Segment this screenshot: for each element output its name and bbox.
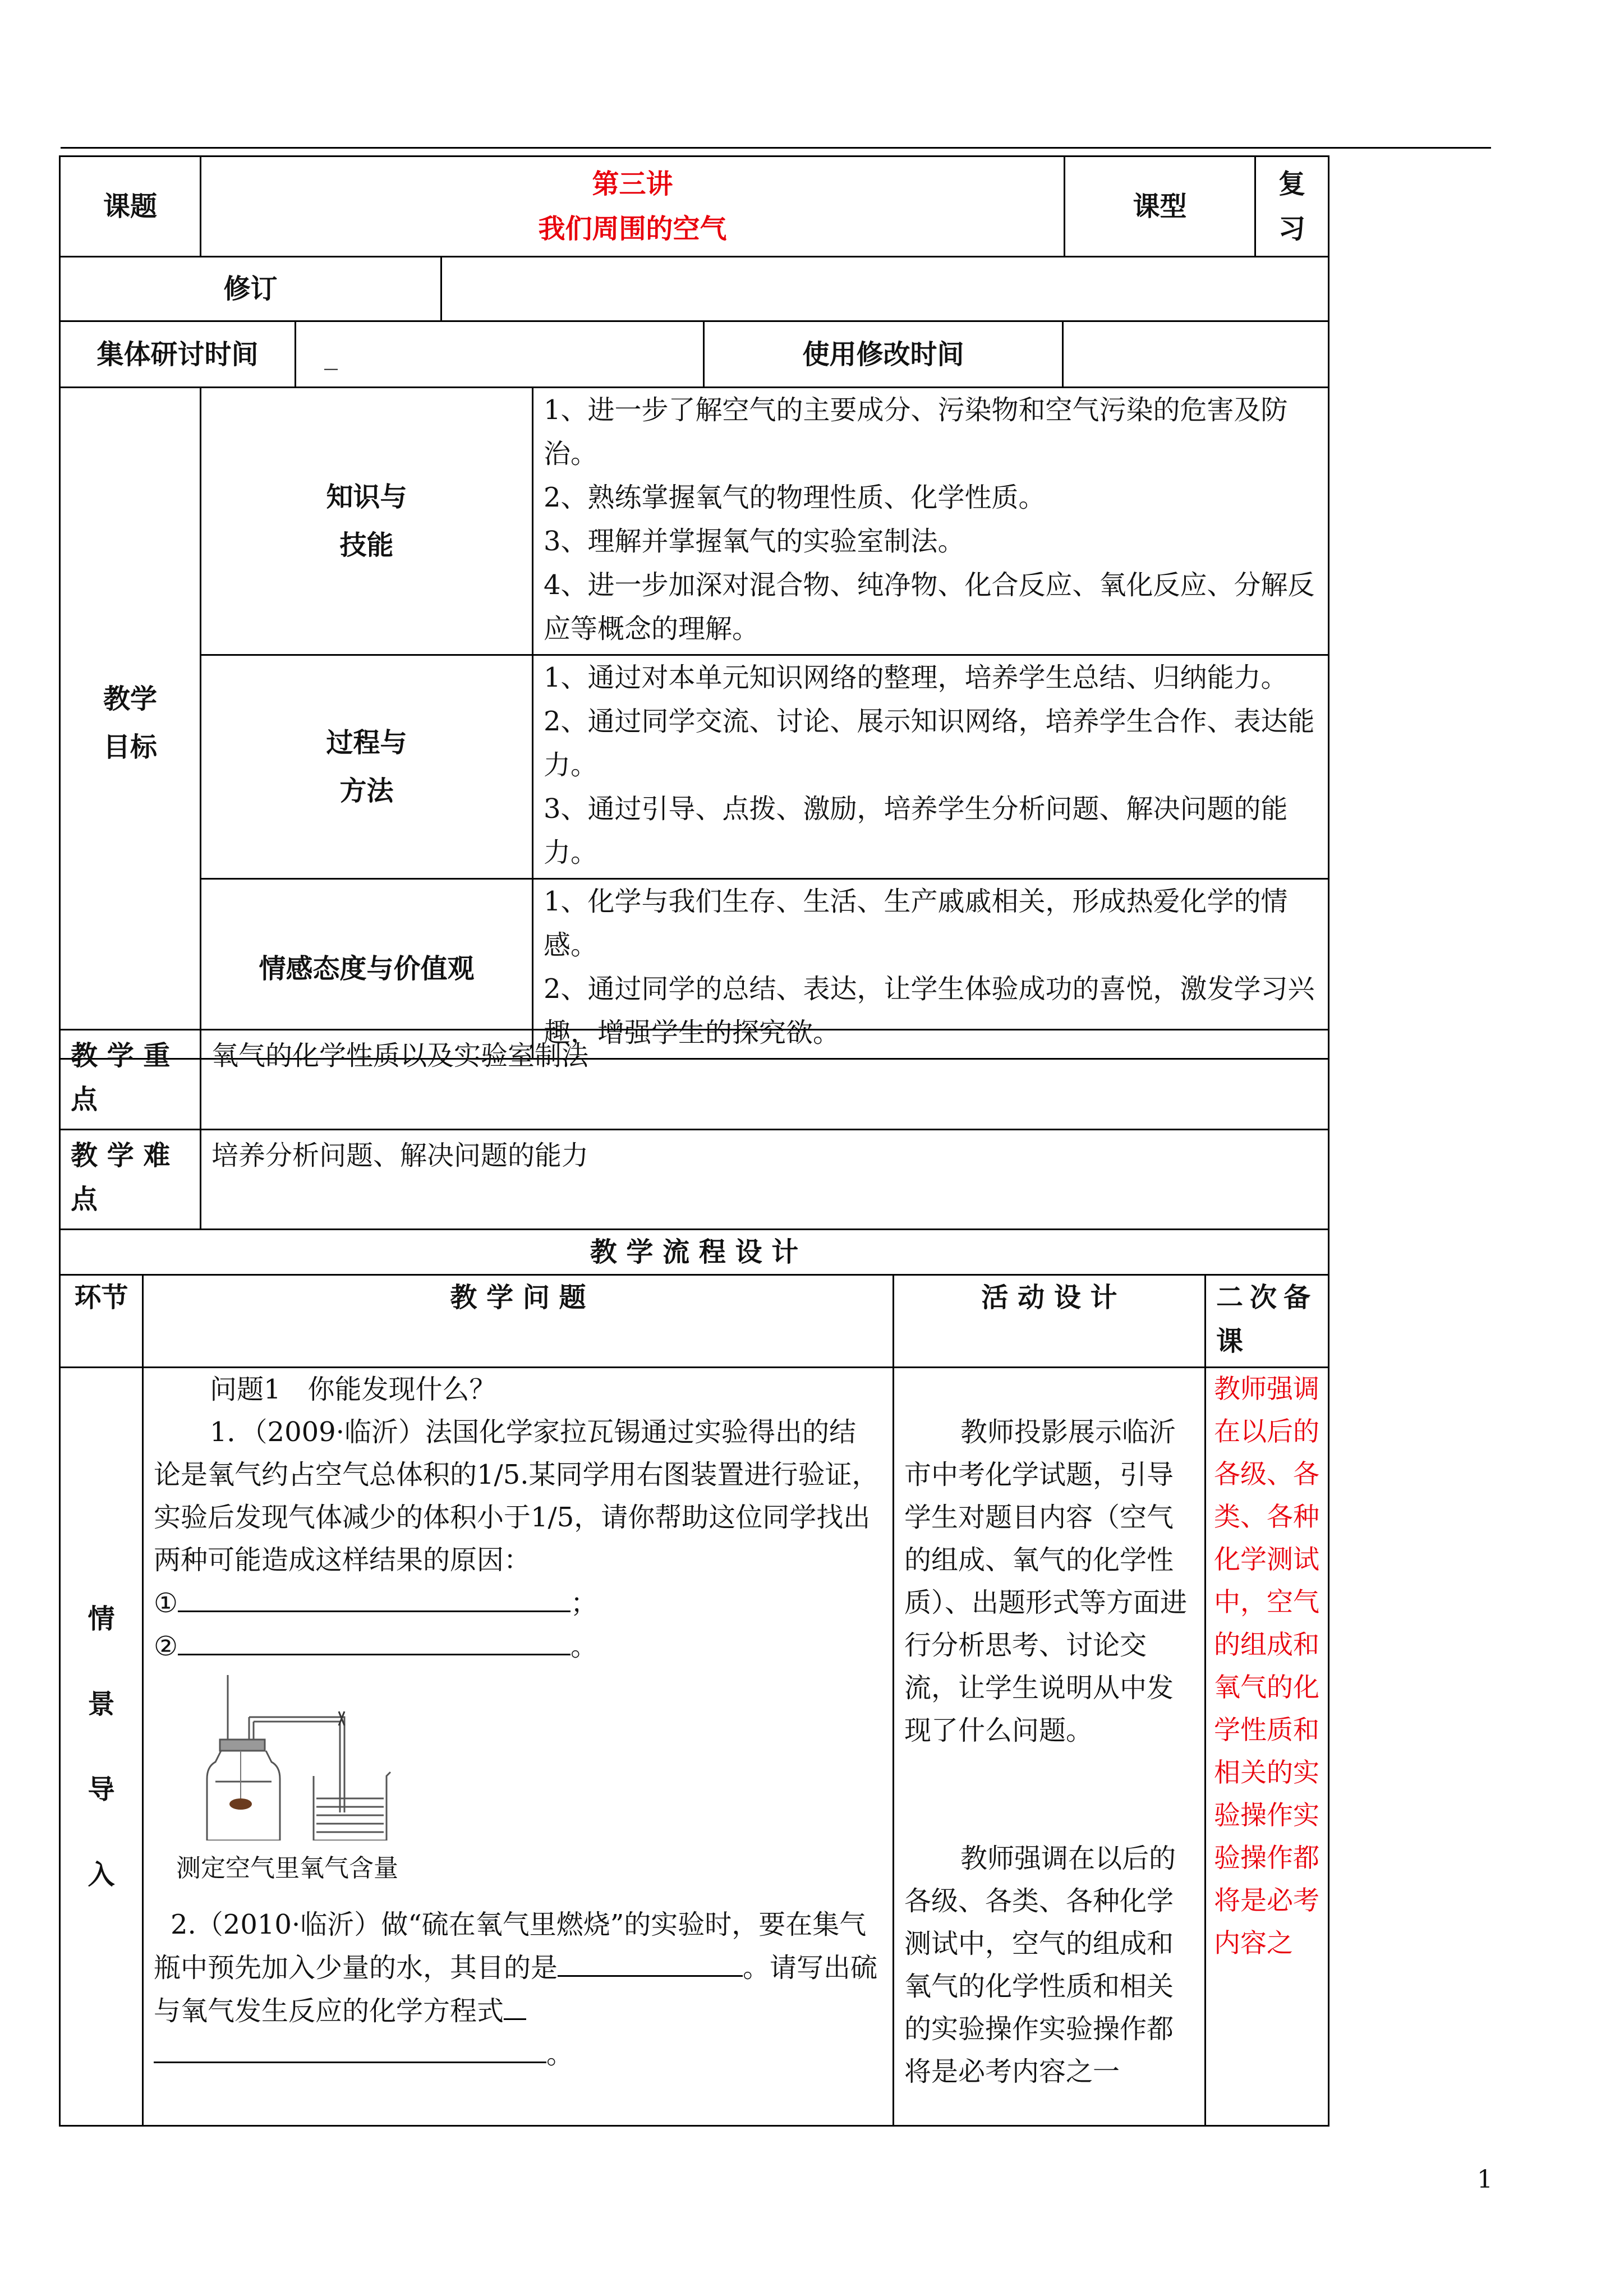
research-time-value: _ [296,321,704,388]
usage-time-value [1063,321,1329,388]
answer-blank-1: ① ； [154,1581,882,1625]
lesson-header-table [59,155,1329,257]
answer-blank-3: 。 [154,2032,882,2076]
figure-caption: 测定空气里氧气含量 [176,1854,398,1883]
col-stage: 环节 [60,1275,143,1368]
list-item: 1、化学与我们生存、生活、生产戚戚相关，形成热爱化学的情感。 [544,886,1288,961]
flow-table [59,1228,1329,2127]
blank-line[interactable] [558,1946,743,1977]
research-time-table [59,320,1329,388]
revision-table [59,256,1329,322]
emotion-label: 情感态度与价值观 [201,879,533,1059]
lesson-title [201,157,1065,257]
difficult-point-value: 培养分析问题、解决问题的能力 [201,1130,1329,1230]
list-item: 2、熟练掌握氧气的物理性质、化学性质。 [544,482,1046,513]
process-items [533,655,1329,879]
objectives-label: 教学 目标 [60,388,201,1059]
question-cell [143,1368,894,2126]
process-label: 过程与 方法 [201,655,533,879]
second-prep-note: 教师强调在以后的各级、各类、各种化学测试中，空气的组成和氧气的化学性质和相关的实验操作实验操作都将是必考内容之 [1206,1368,1329,2126]
list-item: 2、通过同学的总结、表达，让学生体验成功的喜悦，激发学习兴趣，增强学生的探究欲。 [544,973,1315,1048]
key-point-value: 氧气的化学性质以及实验室制法 [201,1030,1329,1130]
activity-2: 教师强调在以后的各级、各类、各种化学测试中，空气的组成和氧气的化学性质和相关的实验操作实验操作都将是必考内容之一 [904,1843,1176,2087]
objectives-table [59,386,1329,1060]
blank-line[interactable] [504,1989,526,2020]
list-item: 2、通过同学交流、讨论、展示知识网络，培养学生合作、表达能力。 [544,706,1315,781]
blank-line[interactable] [178,1625,571,1655]
stage-label: 情 景 导 入 [60,1368,143,2126]
research-time-label: 集体研讨时间 [60,321,296,388]
revision-label: 修订 [60,257,441,321]
difficult-point-label: 教 学 难 点 [60,1130,201,1230]
type-label: 课型 [1065,157,1255,257]
col-question: 教 学 问 题 [143,1275,894,1368]
question-heading: 问题1 你能发现什么？ [210,1374,496,1405]
usage-time-label: 使用修改时间 [704,321,1063,388]
list-item: 3、理解并掌握氧气的实验室制法。 [544,526,965,557]
answer-blank-2: ② 。 [154,1625,882,1668]
flow-title: 教 学 流 程 设 计 [60,1230,1329,1275]
apparatus-figure [154,1668,882,1903]
header-rule [61,147,1491,149]
col-activity: 活 动 设 计 [894,1275,1206,1368]
list-item: 3、通过引导、点拨、激励，培养学生分析问题、解决问题的能力。 [544,793,1288,868]
question-1-text: 1．（2009·临沂）法国化学家拉瓦锡通过实验得出的结论是氧气约占空气总体积的1/5.某同学用右图装置进行验证，实验后发现气体减少的体积小于1/5，请你帮助这位同学找出两种可能造成这样结果的原因： [154,1416,879,1576]
knowledge-items [533,388,1329,655]
lesson-title-line2: 我们周围的空气 [538,213,727,245]
lesson-title-line1: 第三讲 [592,168,673,200]
col-second: 二次备课 [1206,1275,1329,1368]
list-item: 4、进一步加深对混合物、纯净物、化合反应、氧化反应、分解反应等概念的理解。 [544,569,1315,645]
blank-line[interactable] [154,2032,546,2063]
revision-value [441,257,1329,321]
activity-cell [894,1368,1206,2126]
points-table [59,1029,1329,1230]
list-item: 1、进一步了解空气的主要成分、污染物和空气污染的危害及防治。 [544,394,1288,470]
blank-line[interactable] [178,1581,571,1612]
lesson-label: 课题 [60,157,201,257]
apparatus-diagram-icon [176,1672,457,1841]
page-number: 1 [1477,2165,1493,2194]
list-item: 1、通过对本单元知识网络的整理，培养学生总结、归纳能力。 [544,662,1288,693]
activity-1: 教师投影展示临沂市中考化学试题，引导学生对题目内容（空气的组成、氧气的化学性质）、出题形式等方面进行分析思考、讨论交流，让学生说明从中发现了什么问题。 [904,1416,1188,1746]
question-2-text: 2.（2010·临沂）做“硫在氧气里燃烧”的实验时，要在集气瓶中预先加入少量的水，其目的是 。请写出硫与氧气发生反应的化学方程式 [154,1909,878,2027]
key-point-label: 教 学 重 点 [60,1030,201,1130]
type-value: 复 习 [1255,157,1329,257]
knowledge-label: 知识与 技能 [201,388,533,655]
